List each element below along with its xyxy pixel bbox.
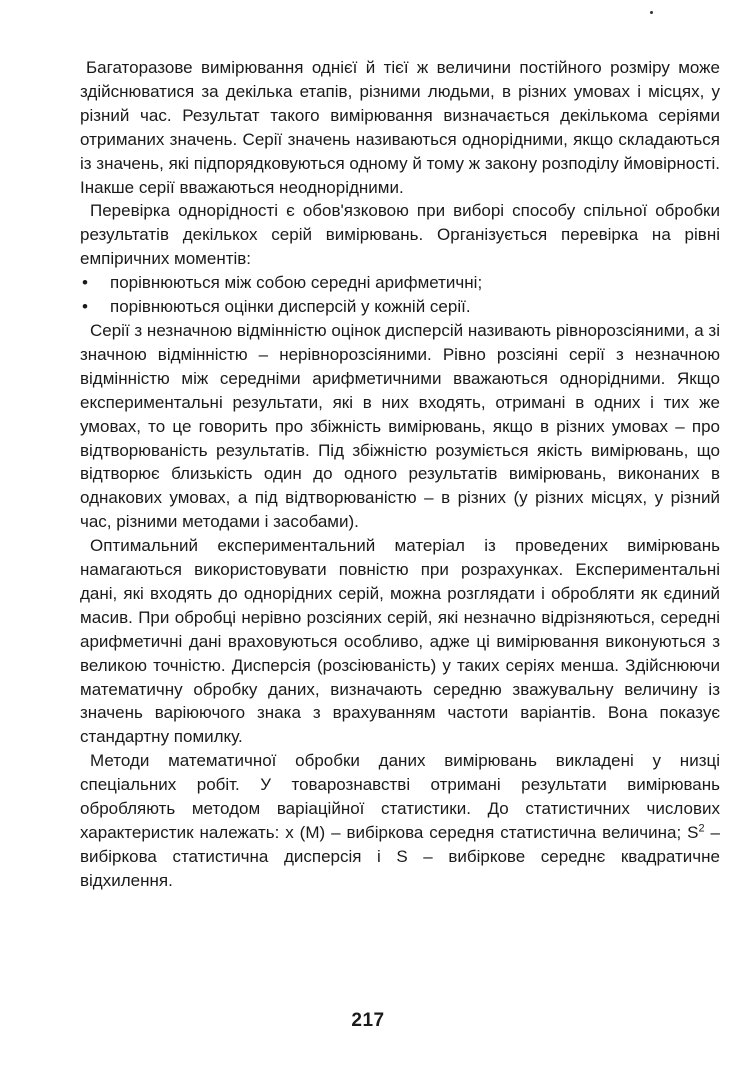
paragraph-5 [80,749,720,892]
body-text [80,56,720,893]
bullet-list [80,271,720,319]
paragraph-5-tail: – вибіркова статистична дисперсія і S – вибіркове середнє квадратичне відхилення. [80,823,720,890]
paragraph-5-lead: Методи математичної обробки даних вимірювань викладені у низці спеціальних робіт. У товарознавстві отримані результати вимірювань обробляють методом варіаційної статистики. До статистичних числових характеристик належать: x (M) – вибіркова середня статистична величина; S [80,751,720,842]
scan-speck [650,11,653,14]
paragraph-3: Серії з незначною відмінністю оцінок дисперсій називають рівнорозсіяними, а зі значною відмінністю – нерівнорозсіяними. Рівно розсіяні серії з незначною відмінністю між середніми арифметичними вважаються однорідними. Якщо експериментальні результати, які в них входять, отримані в одних і тих же умовах, то це говорить про збіжність вимірювань, якщо в різних умовах – про відтворюваність результатів. Під збіжністю розуміється якість вимірювань, що відтворює близькість один до одного результатів вимірювань, виконаних в однакових умовах, а під відтворюваністю – в різних (у різних місцях, у різний час, різними методами і засобами). [80,320,720,532]
bullet-item-2: • порівнюються оцінки дисперсій у кожній серії. [80,295,720,319]
paragraph-4: Оптимальний експериментальний матеріал із проведених вимірювань намагаються використовувати повністю при розрахунках. Експериментальні дані, які входять до однорідних серій, можна розглядати і обробляти як єдиний масив. При обробці нерівно розсіяних серій, які незначно відрізняються, середні арифметичні дані враховуються особливо, адже ці вимірювання виконуються з великою точністю. Дисперсія (розсіюваність) у таких серіях менша. Здійснюючи математичну обробку даних, визначають середню зважувальну величину із значень варіюючого знака з врахуванням частоти варіантів. Вона показує стандартну помилку. [80,536,720,747]
page-number: 217 [351,1010,385,1031]
bullet-item-1: • порівнюються між собою середні арифметичні; [80,271,720,295]
paragraph-2: Перевірка однорідності є обов'язковою при виборі способу спільної обробки результатів декількох серій вимірювань. Організується перевірка на рівні емпіричних моментів: [80,201,720,269]
superscript-2: 2 [698,822,705,835]
paragraph-1: Багаторазове вимірювання однієї й тієї ж величини постійного розміру може здійснюватися за декілька етапів, різними людьми, в різних умовах і місцях, у різний час. Результат такого вимірювання визначається декількома серіями отриманих значень. Серії значень називаються однорідними, якщо складаються із значень, які підпорядковуються одному й тому ж закону розподілу ймовірності. Інакше серії вважаються неоднорідними. [80,58,720,197]
